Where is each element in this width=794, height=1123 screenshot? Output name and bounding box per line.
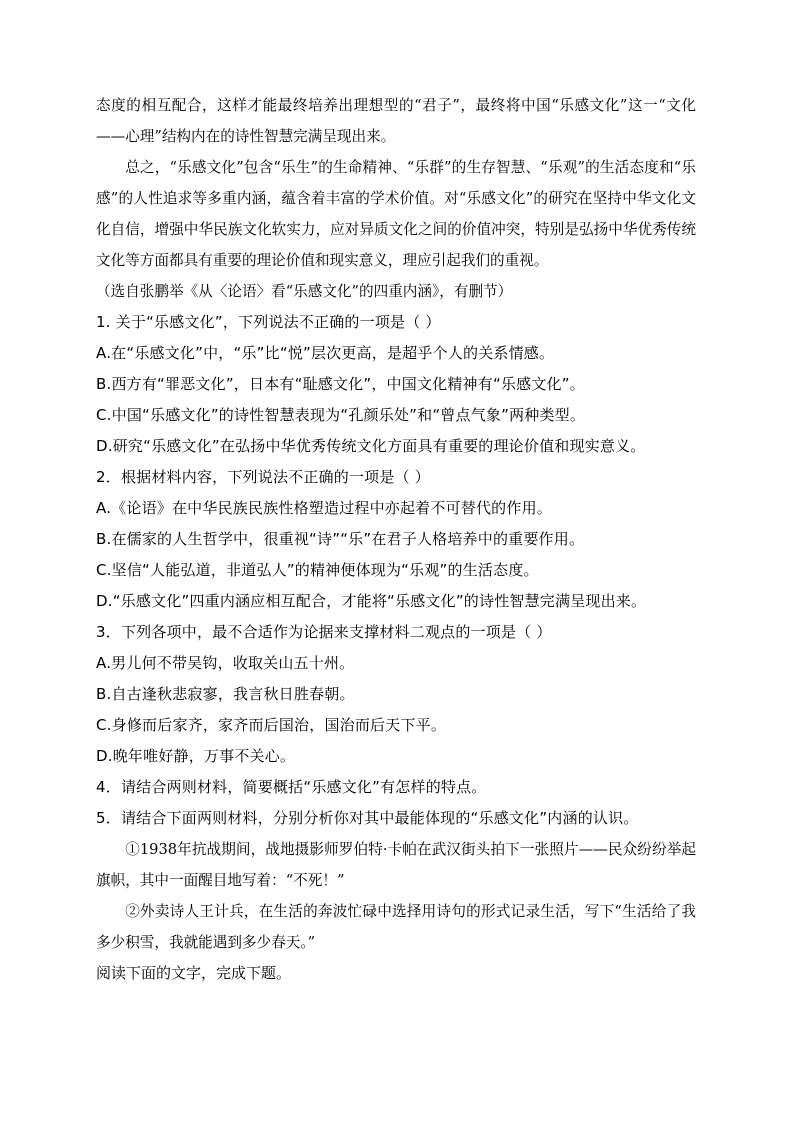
option-c: C.中国“乐感文化”的诗性智慧表现为“孔颜乐处”和“曾点气象”两种类型。 xyxy=(96,406,586,424)
question-stem: 4．请结合两则材料，简要概括“乐感文化”有怎样的特点。 xyxy=(96,778,487,796)
option-d: D.研究“乐感文化”在弘扬中华优秀传统文化方面具有重要的理论价值和现实意义。 xyxy=(96,437,646,455)
material-1: ①1938年抗战期间，战地摄影师罗伯特·卡帕在武汉街头拍下一张照片——民众纷纷举起旗帜，其中一面醒目地写着：“不死！” xyxy=(96,841,696,889)
page-content xyxy=(96,90,696,989)
question-stem: 1. 关于“乐感文化”，下列说法不正确的一项是（ ） xyxy=(96,313,441,331)
option-a: A.男儿何不带吴钩，收取关山五十州。 xyxy=(96,654,355,672)
reading-passage xyxy=(96,90,696,307)
question-1 xyxy=(96,307,696,462)
question-stem: 5．请结合下面两则材料，分别分析你对其中最能体现的“乐感文化”内涵的认识。 xyxy=(96,809,639,827)
question-4 xyxy=(96,772,696,803)
option-c: C.身修而后家齐，家齐而后国治，国治而后天下平。 xyxy=(96,716,447,734)
question-stem: 3．下列各项中，最不合适作为论据来支撑材料二观点的一项是（ ） xyxy=(96,623,552,641)
option-d: D.晚年唯好静，万事不关心。 xyxy=(96,747,296,765)
option-b: B.自古逢秋悲寂寥，我言秋日胜春朝。 xyxy=(96,685,355,703)
next-instruction: 阅读下面的文字，完成下题。 xyxy=(96,964,292,982)
question-5 xyxy=(96,803,696,834)
question-5-materials xyxy=(96,834,696,958)
option-b: B.西方有“罪恶文化”，日本有“耻感文化”，中国文化精神有“乐感文化”。 xyxy=(96,375,585,393)
option-c: C.坚信“人能弘道，非道弘人”的精神便体现为“乐观”的生活态度。 xyxy=(96,561,539,579)
next-section xyxy=(96,958,696,989)
question-2 xyxy=(96,462,696,617)
passage-conclusion: 总之，“乐感文化”包含“乐生”的生命精神、“乐群”的生存智慧、“乐观”的生活态度和“乐感”的人性追求等多重内涵，蕴含着丰富的学术价值。对“乐感文化”的研究在坚持中华文化文化自信，增强中华民族文化软实力，应对异质文化之间的价值冲突，特别是弘扬中华优秀传统文化等方面都具有重要的理论价值和现实意义，理应引起我们的重视。 xyxy=(96,159,696,269)
option-d: D.“乐感文化”四重内涵应相互配合，才能将“乐感文化”的诗性智慧完满呈现出来。 xyxy=(96,592,647,610)
material-2: ②外卖诗人王计兵，在生活的奔波忙碌中选择用诗句的形式记录生活，写下“生活给了我多少积雪，我就能遇到多少春天。” xyxy=(96,903,696,951)
question-3 xyxy=(96,617,696,772)
option-b: B.在儒家的人生哲学中，很重视“诗”“乐”在君子人格培养中的重要作用。 xyxy=(96,530,585,548)
option-a: A.《论语》在中华民族民族性格塑造过程中亦起着不可替代的作用。 xyxy=(96,499,552,517)
question-stem: 2．根据材料内容，下列说法不正确的一项是（ ） xyxy=(96,468,430,486)
passage-source: （选自张鹏举《从〈论语〉看“乐感文化”的四重内涵》，有删节） xyxy=(96,283,513,300)
option-a: A.在“乐感文化”中，“乐”比“悦”层次更高，是超乎个人的关系情感。 xyxy=(96,344,555,362)
passage-continuation: 态度的相互配合，这样才能最终培养出理想型的“君子”，最终将中国“乐感文化”这一“文化——心理”结构内在的诗性智慧完满呈现出来。 xyxy=(96,97,696,145)
